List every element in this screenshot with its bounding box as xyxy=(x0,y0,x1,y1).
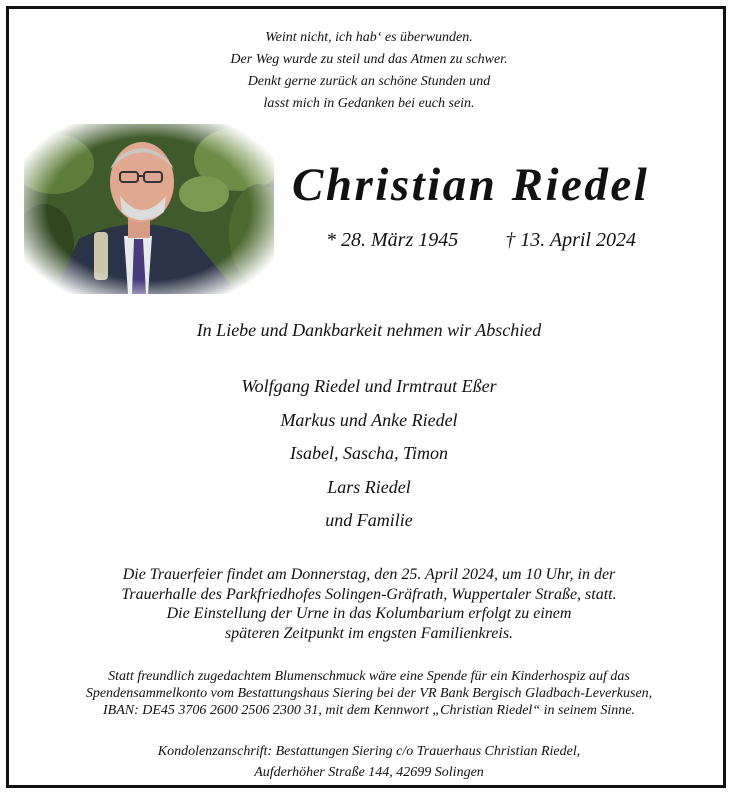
condolence-line: Aufderhöher Straße 144, 42699 Solingen xyxy=(254,765,484,780)
farewell-line: In Liebe und Dankbarkeit nehmen wir Abschied xyxy=(196,320,542,340)
ceremony-line: Die Trauerfeier findet am Donnerstag, den 25. April 2024, um 10 Uhr, in der xyxy=(122,566,616,583)
poem xyxy=(0,27,738,115)
life-dates xyxy=(326,229,636,252)
poem-line: Denkt gerne zurück an schöne Stunden und xyxy=(247,74,491,89)
portrait-photo xyxy=(24,124,274,294)
condolence-address xyxy=(0,741,738,783)
family-member: Lars Riedel xyxy=(327,476,411,497)
family-member: Markus und Anke Riedel xyxy=(280,409,458,430)
ceremony-line: späteren Zeitpunkt im engsten Familienkreis. xyxy=(224,624,514,642)
donation-line: Statt freundlich zugedachtem Blumenschmuck wäre eine Spende für ein Kinderhospiz auf das xyxy=(108,669,630,684)
family-list xyxy=(0,370,738,538)
birth-date: * 28. März 1945 xyxy=(326,229,459,251)
condolence-line: Kondolenzanschrift: Bestattungen Siering c/o Trauerhaus Christian Riedel, xyxy=(157,744,581,759)
portrait-photo-graphic xyxy=(24,124,274,294)
poem-line: Weint nicht, ich hab‘ es überwunden. xyxy=(265,30,473,45)
family-member: und Familie xyxy=(325,510,413,530)
ceremony-info xyxy=(0,565,738,643)
death-date: † 13. April 2024 xyxy=(505,229,636,251)
poem-line: lasst mich in Gedanken bei euch sein. xyxy=(263,96,475,111)
family-member: Isabel, Sascha, Timon xyxy=(289,443,448,463)
poem-line: Der Weg wurde zu steil und das Atmen zu schwer. xyxy=(230,52,508,67)
ceremony-line: Trauerhalle des Parkfriedhofes Solingen-Gräfrath, Wuppertaler Straße, statt. xyxy=(121,585,617,603)
donation-line: Spendensammelkonto vom Bestattungshaus Siering bei der VR Bank Bergisch Gladbach-Leverkusen, xyxy=(85,686,653,701)
deceased-name: Christian Riedel xyxy=(292,159,650,211)
ceremony-line: Die Einstellung der Urne in das Kolumbarium erfolgt zu einem xyxy=(166,605,572,622)
donation-info xyxy=(0,668,738,719)
donation-line: IBAN: DE45 3706 2600 2506 2300 31, mit dem Kennwort „Christian Riedel“ in seinem Sinne. xyxy=(103,703,635,718)
family-member: Wolfgang Riedel und Irmtraut Eßer xyxy=(241,376,497,396)
